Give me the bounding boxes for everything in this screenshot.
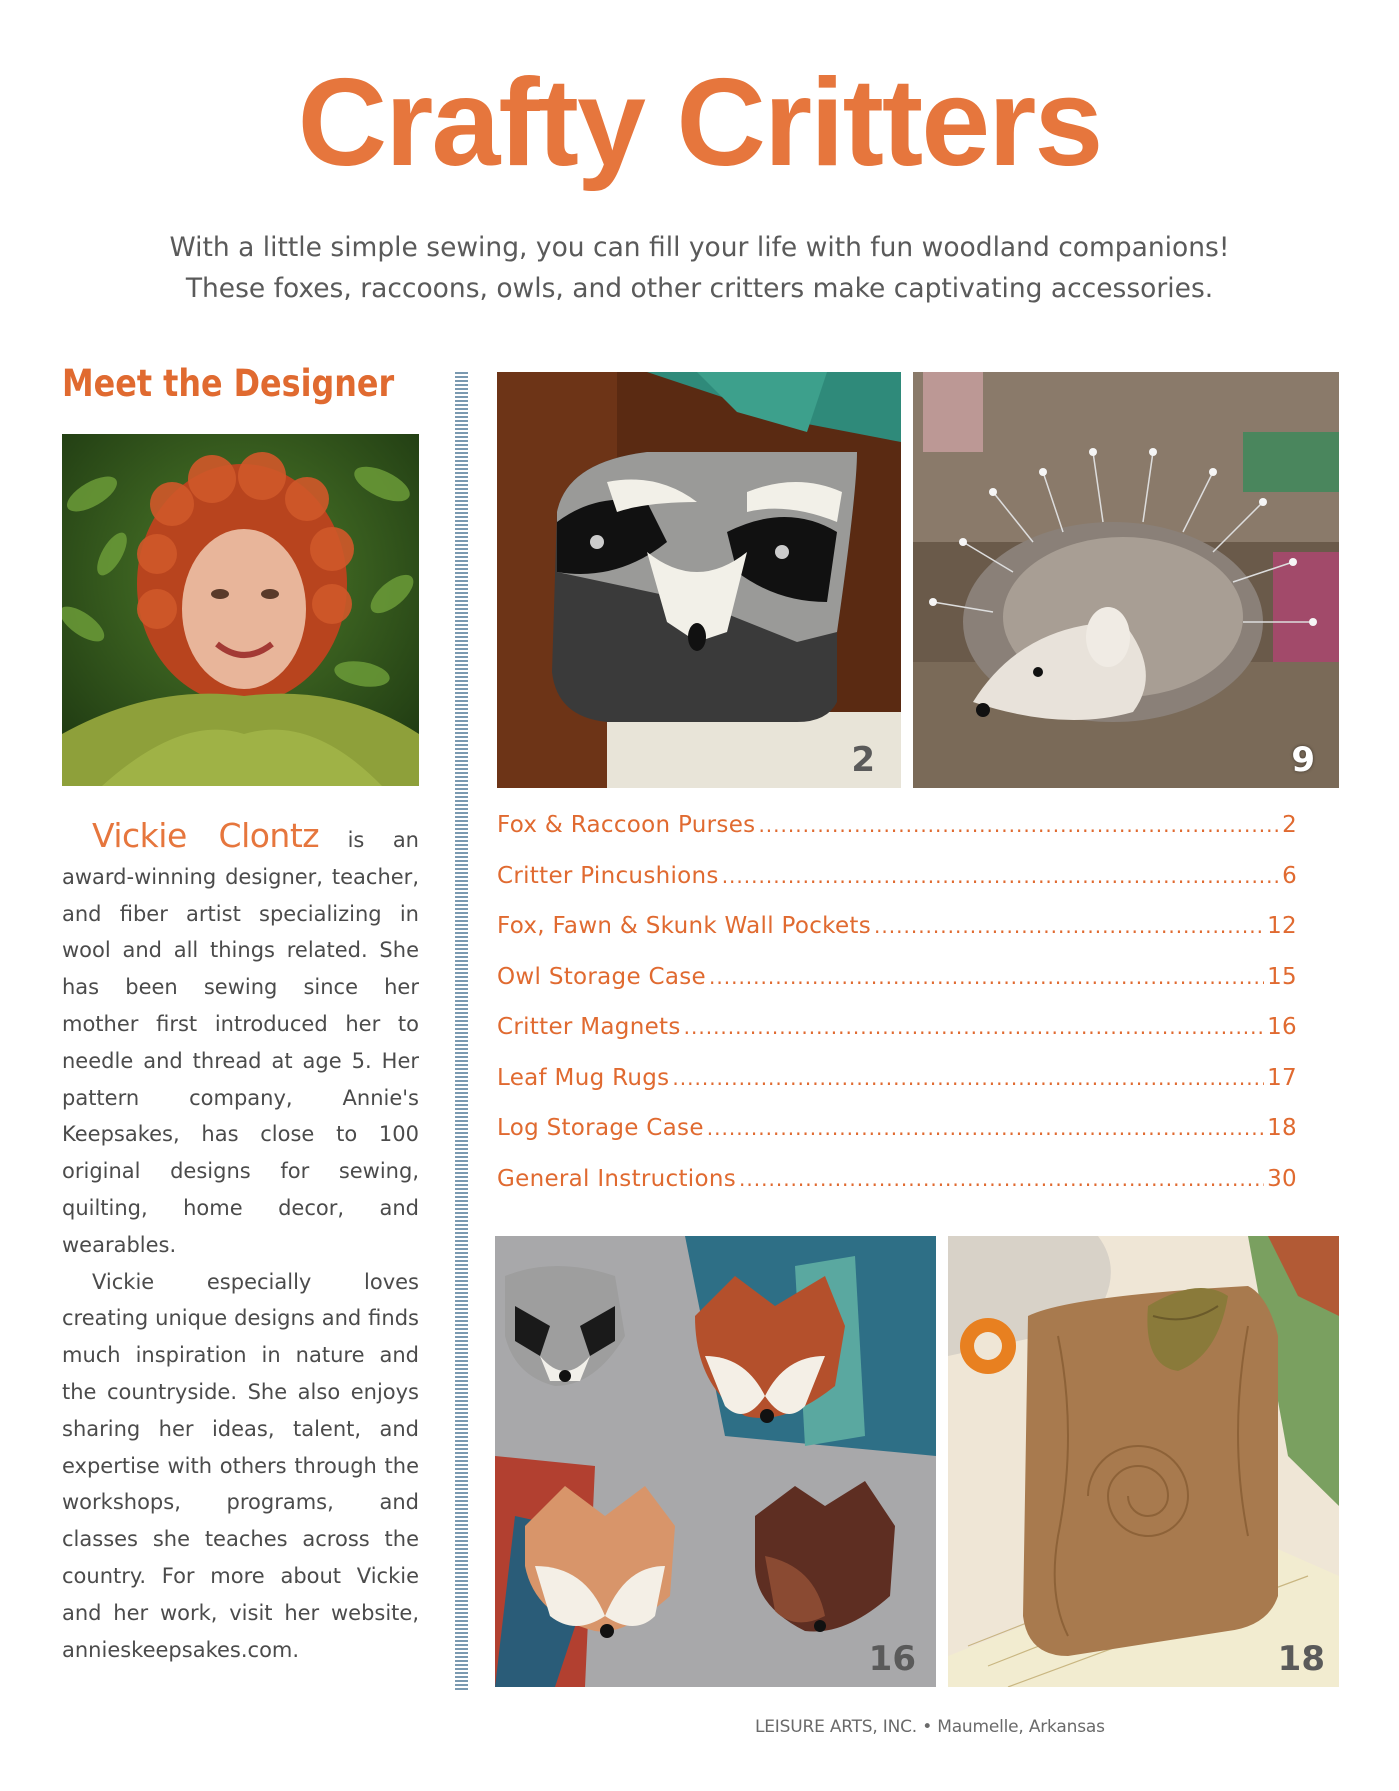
designer-portrait bbox=[62, 434, 419, 786]
toc-leader bbox=[874, 914, 1264, 938]
toc-item[interactable] bbox=[497, 1014, 1297, 1065]
intro-line-2: These foxes, raccoons, owls, and other critters make captivating accessories. bbox=[185, 273, 1214, 304]
toc-page: 6 bbox=[1282, 862, 1297, 889]
page-number-badge: 18 bbox=[1277, 1639, 1325, 1679]
toc-leader bbox=[739, 1167, 1264, 1191]
bio-paragraph-1-text: is an award-winning designer, teacher, and fiber artist specializing in wool and all things related. She has been sewing since her mother first introduced her to needle and thread at age 5. Her pattern company, Annie's Keepsakes, has close to 100 original designs for sewing, quilting, home decor, and wearables. bbox=[62, 828, 419, 1257]
toc-page: 2 bbox=[1282, 812, 1297, 838]
page-number-badge: 9 bbox=[1291, 740, 1315, 780]
toc-item[interactable] bbox=[497, 812, 1297, 863]
toc-item[interactable] bbox=[497, 863, 1297, 914]
raccoon-purse-photo bbox=[497, 372, 901, 788]
toc-item[interactable] bbox=[497, 1115, 1297, 1166]
bio-paragraph-2: Vickie especially loves creating unique designs and finds much inspiration in nature and the countryside. She also enjoys sharing her ideas, talent, and expertise with others through the workshops, programs, and classes she teaches across the country. For more about Vickie and her work, visit her website, annieskeepsakes.com. bbox=[62, 1269, 419, 1662]
toc-leader bbox=[709, 965, 1264, 989]
hedgehog-pincushion-photo bbox=[913, 372, 1339, 788]
page-number-badge: 2 bbox=[851, 740, 875, 780]
toc-title: General Instructions bbox=[497, 1165, 737, 1192]
toc-leader bbox=[758, 813, 1279, 837]
toc-page: 17 bbox=[1267, 1064, 1297, 1091]
toc-title: Fox, Fawn & Skunk Wall Pockets bbox=[497, 913, 872, 939]
designer-name: Vickie Clontz bbox=[92, 816, 320, 855]
toc-leader bbox=[684, 1015, 1264, 1039]
page-title: Crafty Critters bbox=[297, 54, 1102, 192]
designer-bio bbox=[62, 818, 419, 1668]
table-of-contents bbox=[497, 812, 1297, 1216]
log-storage-case-photo bbox=[948, 1236, 1339, 1687]
toc-item[interactable] bbox=[497, 1065, 1297, 1116]
toc-page: 16 bbox=[1267, 1014, 1297, 1040]
publisher-footer: LEISURE ARTS, INC. • Maumelle, Arkansas bbox=[755, 1717, 1105, 1737]
critter-magnets-photo bbox=[495, 1236, 936, 1687]
toc-leader bbox=[672, 1066, 1264, 1090]
toc-item[interactable] bbox=[497, 913, 1297, 964]
page-number-badge: 16 bbox=[868, 1639, 916, 1679]
toc-title: Leaf Mug Rugs bbox=[497, 1064, 670, 1091]
toc-leader bbox=[707, 1116, 1264, 1140]
column-divider bbox=[455, 372, 468, 1692]
toc-title: Fox & Raccoon Purses bbox=[497, 812, 756, 838]
toc-item[interactable] bbox=[497, 964, 1297, 1015]
toc-page: 12 bbox=[1267, 913, 1297, 939]
toc-title: Critter Pincushions bbox=[497, 862, 719, 889]
toc-title: Log Storage Case bbox=[497, 1115, 704, 1141]
meet-designer-heading: Meet the Designer bbox=[62, 362, 395, 405]
toc-leader bbox=[722, 864, 1279, 888]
toc-page: 15 bbox=[1267, 963, 1297, 990]
toc-page: 18 bbox=[1267, 1115, 1297, 1141]
bio-paragraph-1 bbox=[62, 818, 419, 1264]
toc-title: Critter Magnets bbox=[497, 1014, 681, 1040]
intro-text bbox=[100, 227, 1299, 309]
intro-line-1: With a little simple sewing, you can fill your life with fun woodland companions! bbox=[169, 232, 1230, 263]
toc-title: Owl Storage Case bbox=[497, 963, 707, 990]
toc-page: 30 bbox=[1267, 1165, 1297, 1192]
toc-item[interactable] bbox=[497, 1166, 1297, 1217]
